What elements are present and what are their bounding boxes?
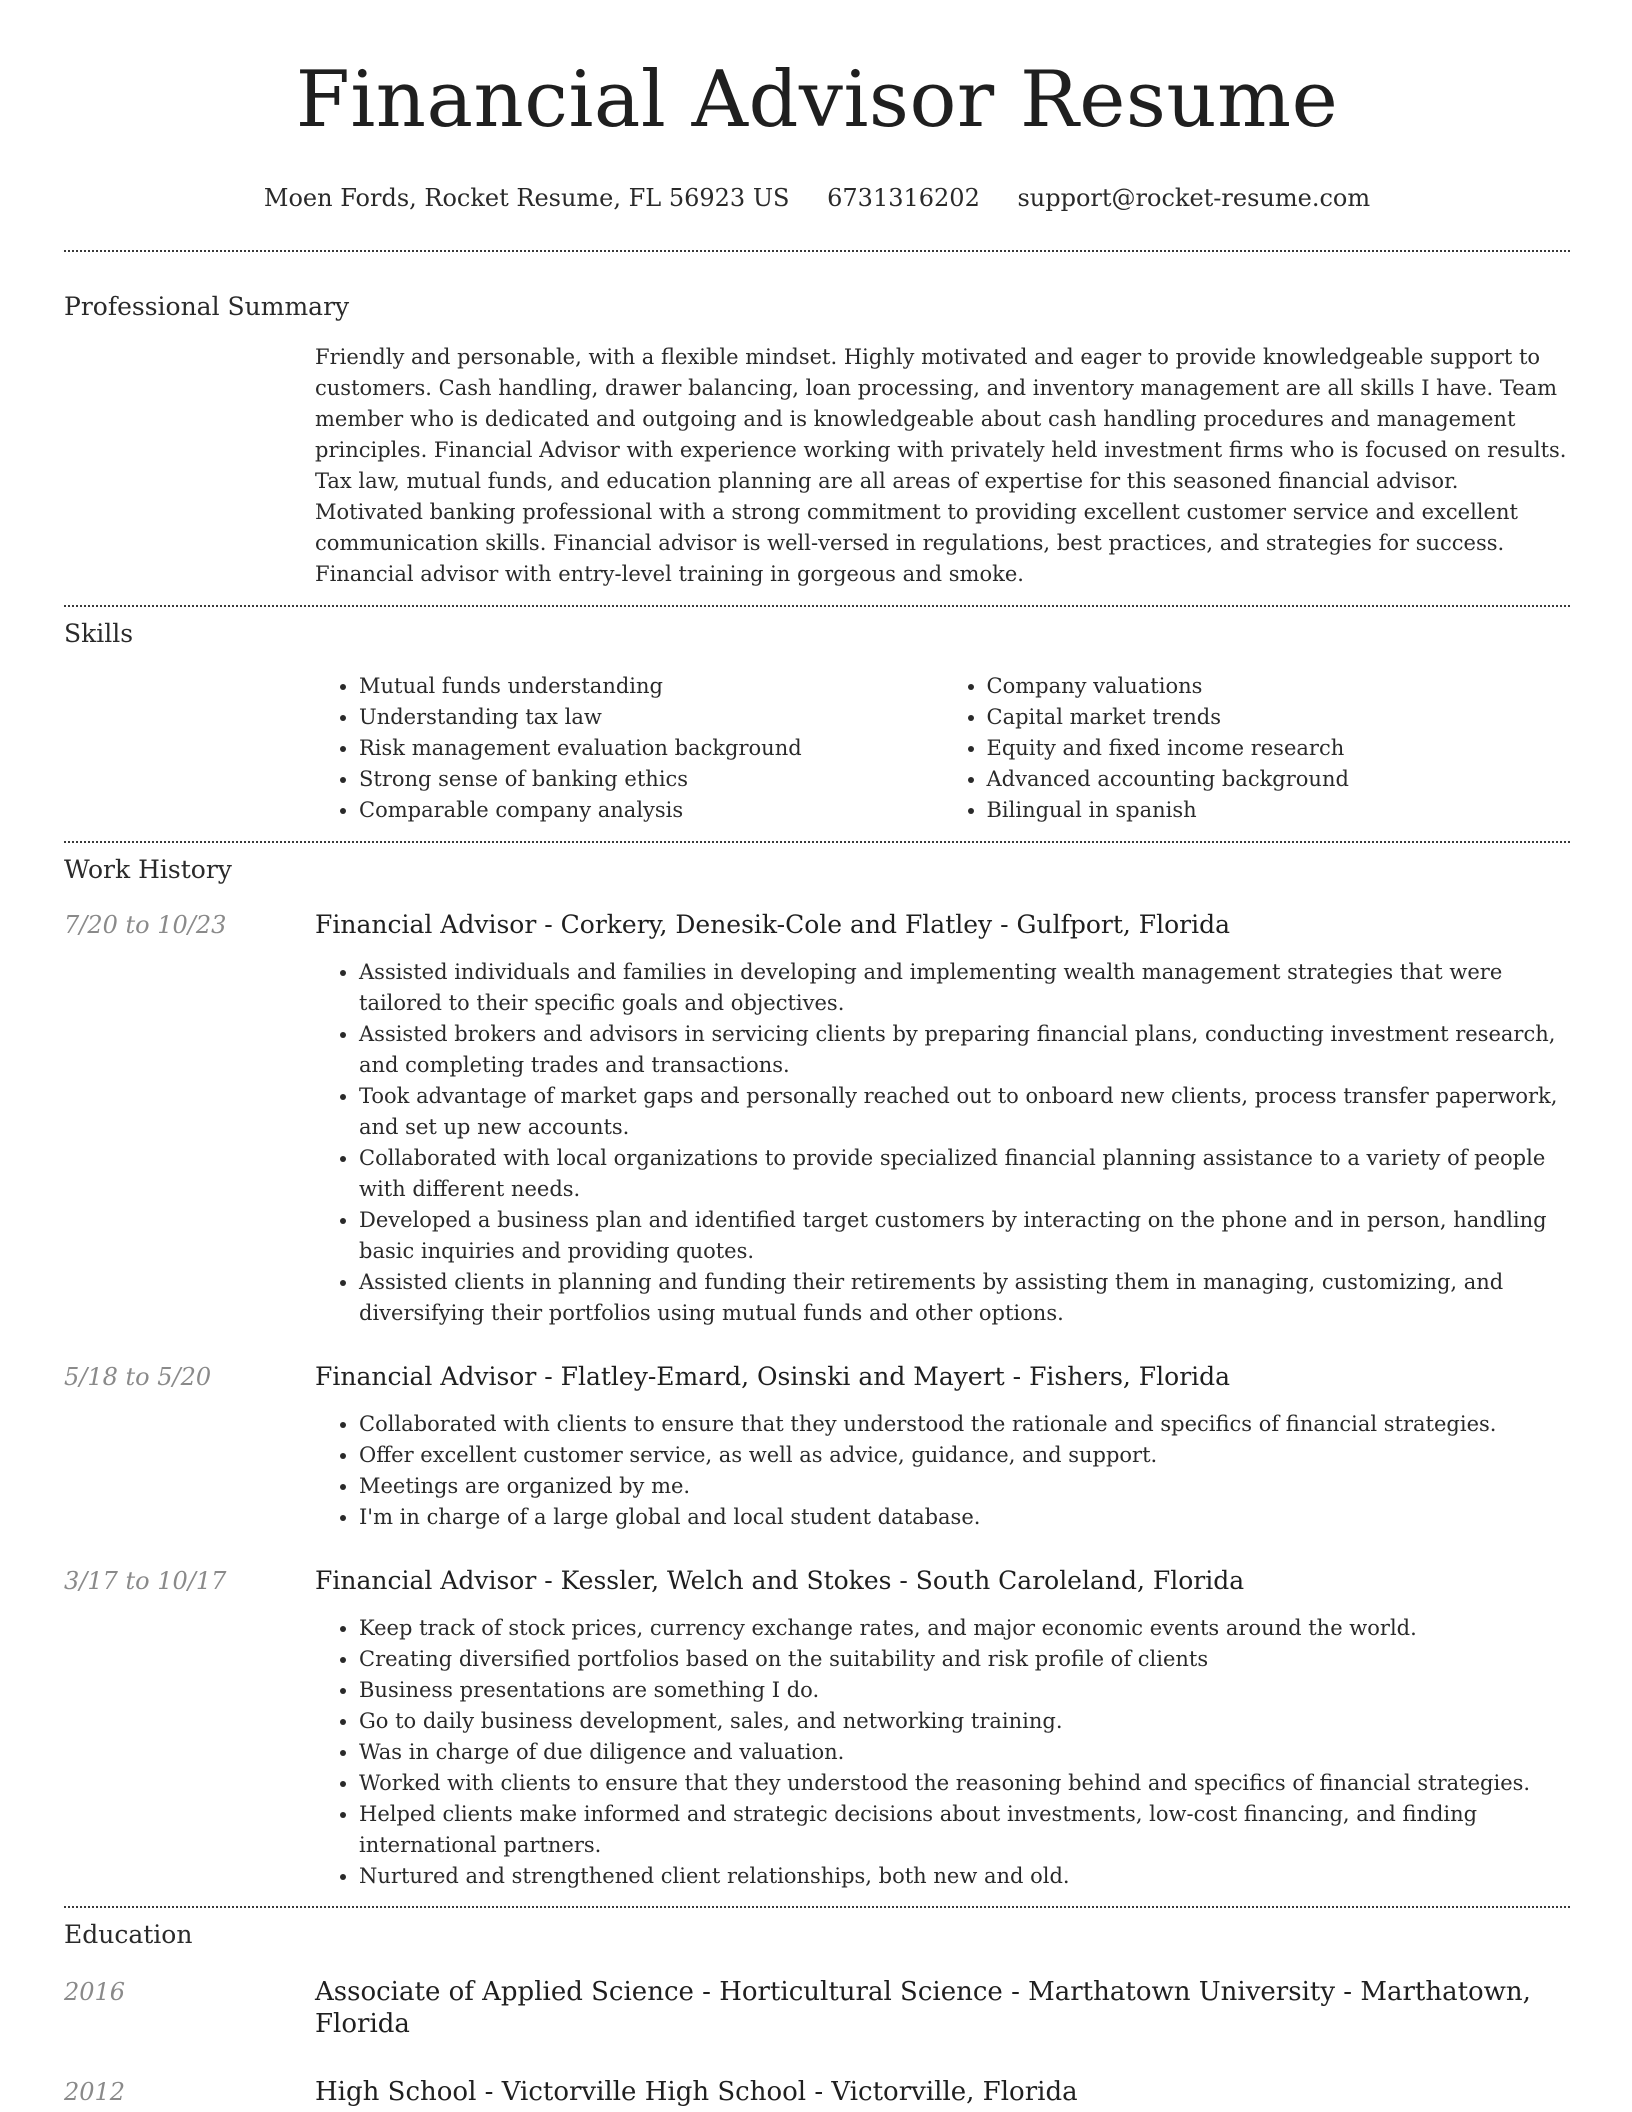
job-bullet: • Was in charge of due diligence and valuation. xyxy=(359,1737,1570,1768)
job-bullet: • Helped clients make informed and strategic decisions about investments, low-cost financing, and finding international partners. xyxy=(359,1799,1570,1861)
skill-item: • Company valuations xyxy=(987,671,1571,702)
job-dates: 7/20 to 10/23 xyxy=(64,911,227,939)
education-entry xyxy=(64,1976,1570,2040)
summary-heading: Professional Summary xyxy=(64,292,350,321)
job-bullet: • Meetings are organized by me. xyxy=(359,1471,1570,1502)
job-bullet: • Took advantage of market gaps and personally reached out to onboard new clients, process transfer paperwork, and set up new accounts. xyxy=(359,1081,1570,1143)
education-degree: High School - Victorville High School - Victorville, Florida xyxy=(315,2077,1078,2107)
education-year: 2016 xyxy=(64,1978,126,2006)
contact-line xyxy=(64,182,1570,214)
skill-item: • Risk management evaluation background xyxy=(359,733,943,764)
header-divider xyxy=(64,250,1570,252)
skill-item: • Advanced accounting background xyxy=(987,764,1571,795)
job-bullets xyxy=(315,957,1570,1329)
education-heading: Education xyxy=(64,1920,193,1949)
job-bullet: • Go to daily business development, sales, and networking training. xyxy=(359,1706,1570,1737)
job-bullets xyxy=(315,1409,1570,1533)
job-bullet: • Keep track of stock prices, currency exchange rates, and major economic events around the world. xyxy=(359,1613,1570,1644)
job-bullet: • I'm in charge of a large global and local student database. xyxy=(359,1502,1570,1533)
skill-item: • Capital market trends xyxy=(987,702,1571,733)
job-bullet: • Creating diversified portfolios based on the suitability and risk profile of clients xyxy=(359,1644,1570,1675)
skill-item: • Comparable company analysis xyxy=(359,795,943,826)
resume-title: Financial Advisor Resume xyxy=(295,55,1339,145)
job-bullet: • Developed a business plan and identified target customers by interacting on the phone and in person, handling basic inquiries and providing quotes. xyxy=(359,1205,1570,1267)
work-section xyxy=(64,853,1570,1892)
skills-heading: Skills xyxy=(64,619,134,648)
job-title: Financial Advisor - Flatley-Emard, Osinski and Mayert - Fishers, Florida xyxy=(315,1362,1231,1391)
skill-item: • Mutual funds understanding xyxy=(359,671,943,702)
job-bullet: • Collaborated with local organizations to provide specialized financial planning assistance to a variety of people with different needs. xyxy=(359,1143,1570,1205)
skill-item: • Equity and fixed income research xyxy=(987,733,1571,764)
job-entry xyxy=(64,909,1570,1329)
education-section xyxy=(64,1918,1570,2108)
job-entry xyxy=(64,1361,1570,1533)
summary-text: Friendly and personable, with a flexible mindset. Highly motivated and eager to provide knowledgeable support to customers. Cash handling, drawer balancing, loan processing, and inventory management are all skills I have. Team member who is dedicated and outgoing and is knowledgeable about cash handling procedures and management principles. Financial Advisor with experience working with privately held investment firms who is focused on results. Tax law, mutual funds, and education planning are all areas of expertise for this seasoned financial advisor. Motivated banking professional with a strong commitment to providing excellent customer service and excellent communication skills. Financial advisor is well-versed in regulations, best practices, and strategies for success. Financial advisor with entry-level training in gorgeous and smoke. xyxy=(315,345,1567,586)
job-dates: 5/18 to 5/20 xyxy=(64,1363,212,1391)
job-bullets xyxy=(315,1613,1570,1892)
job-dates: 3/17 to 10/17 xyxy=(64,1567,227,1595)
skill-item: • Strong sense of banking ethics xyxy=(359,764,943,795)
contact-phone: 6731316202 xyxy=(827,184,980,212)
job-bullet: • Collaborated with clients to ensure that they understood the rationale and specifics of financial strategies. xyxy=(359,1409,1570,1440)
skill-item: • Bilingual in spanish xyxy=(987,795,1571,826)
job-bullet: • Assisted individuals and families in developing and implementing wealth management strategies that were tailored to their specific goals and objectives. xyxy=(359,957,1570,1019)
job-title: Financial Advisor - Kessler, Welch and Stokes - South Caroleland, Florida xyxy=(315,1566,1245,1595)
summary-divider xyxy=(64,605,1570,607)
job-bullet: • Assisted clients in planning and funding their retirements by assisting them in managing, customizing, and diversifying their portfolios using mutual funds and other options. xyxy=(359,1267,1570,1329)
education-entry xyxy=(64,2076,1570,2108)
job-bullet: • Worked with clients to ensure that they understood the reasoning behind and specifics of financial strategies. xyxy=(359,1768,1570,1799)
education-year: 2012 xyxy=(64,2078,126,2106)
summary-section xyxy=(64,290,1570,590)
job-bullet: • Nurtured and strengthened client relationships, both new and old. xyxy=(359,1861,1570,1892)
job-bullet: • Assisted brokers and advisors in servicing clients by preparing financial plans, conducting investment research, and completing trades and transactions. xyxy=(359,1019,1570,1081)
work-heading: Work History xyxy=(64,855,232,884)
contact-address: Moen Fords, Rocket Resume, FL 56923 US xyxy=(263,184,790,212)
job-bullet: • Offer excellent customer service, as well as advice, guidance, and support. xyxy=(359,1440,1570,1471)
skills-list-left xyxy=(315,671,943,826)
job-entry xyxy=(64,1565,1570,1892)
job-title: Financial Advisor - Corkery, Denesik-Cole and Flatley - Gulfport, Florida xyxy=(315,910,1231,939)
work-divider xyxy=(64,1906,1570,1908)
resume-page xyxy=(64,0,1570,2108)
skills-section xyxy=(64,617,1570,826)
skill-item: • Understanding tax law xyxy=(359,702,943,733)
job-bullet: • Business presentations are something I do. xyxy=(359,1675,1570,1706)
skills-list-right xyxy=(943,671,1571,826)
education-degree: Associate of Applied Science - Horticultural Science - Marthatown University - Marthatown, Florida xyxy=(315,1977,1531,2039)
contact-email: support@rocket-resume.com xyxy=(1017,184,1371,212)
skills-divider xyxy=(64,841,1570,843)
